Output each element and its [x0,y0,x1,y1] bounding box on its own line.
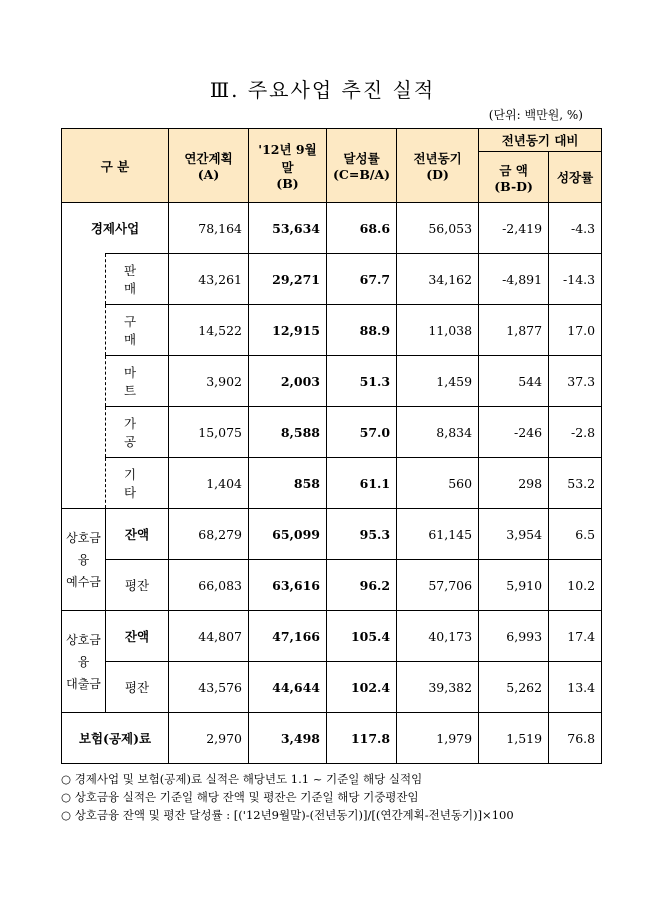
header-prev: 전년동기 (D) [397,129,479,203]
cell-plan: 44,807 [169,611,249,662]
unit-label: (단위: 백만원, %) [488,108,583,122]
footnote: ○ 상호금융 잔액 및 평잔 달성률 : [('12년9월말)-(전년동기)]/[(연간계획-전년동기)]×100 [61,808,514,822]
cell-rate: 102.4 [327,662,397,713]
table-row [62,560,602,611]
cell-current: 53,634 [249,203,327,254]
cell-plan: 1,404 [169,458,249,509]
cell-prev: 57,706 [397,560,479,611]
cell-current: 2,003 [249,356,327,407]
cell-prev: 8,834 [397,407,479,458]
footnote: ○ 경제사업 및 보험(공제)료 실적은 해당년도 1.1 ~ 기준일 해당 실적임 [61,772,423,786]
cell-amount: -2,419 [479,203,549,254]
cell-growth: 10.2 [549,560,602,611]
cell-prev: 560 [397,458,479,509]
cell-growth: 37.3 [549,356,602,407]
cell-rate: 68.6 [327,203,397,254]
cell-rate: 61.1 [327,458,397,509]
cell-current: 8,588 [249,407,327,458]
cell-plan: 68,279 [169,509,249,560]
cell-growth: 17.0 [549,305,602,356]
cell-plan: 15,075 [169,407,249,458]
cell-rate: 95.3 [327,509,397,560]
cell-current: 65,099 [249,509,327,560]
table-row [62,713,602,764]
cell-current: 29,271 [249,254,327,305]
header-amount: 금 액 (B-D) [479,152,549,203]
performance-table [61,128,602,764]
row-label: 경제사업 [62,203,169,254]
group-label-loan: 상호금융 대출금 [62,611,106,713]
cell-prev: 40,173 [397,611,479,662]
row-label: 잔액 [106,611,169,662]
table-row [62,509,602,560]
cell-plan: 43,576 [169,662,249,713]
page-title: Ⅲ. 주요사업 추진 실적 [209,78,436,102]
header-plan: 연간계획 (A) [169,129,249,203]
cell-plan: 43,261 [169,254,249,305]
table-row [62,305,602,356]
cell-amount: 544 [479,356,549,407]
footnote: ○ 상호금융 실적은 기준일 해당 잔액 및 평잔은 기준일 해당 기중평잔임 [61,790,419,804]
cell-growth: 76.8 [549,713,602,764]
cell-growth: 53.2 [549,458,602,509]
cell-amount: -246 [479,407,549,458]
cell-current: 12,915 [249,305,327,356]
cell-prev: 1,979 [397,713,479,764]
cell-current: 3,498 [249,713,327,764]
cell-plan: 3,902 [169,356,249,407]
header-yoy: 전년동기 대비 [479,129,602,152]
cell-current: 858 [249,458,327,509]
row-label: 평잔 [106,560,169,611]
cell-growth: 17.4 [549,611,602,662]
cell-rate: 96.2 [327,560,397,611]
cell-amount: 3,954 [479,509,549,560]
row-label: 잔액 [106,509,169,560]
cell-rate: 51.3 [327,356,397,407]
table-row [62,611,602,662]
row-label: 평잔 [106,662,169,713]
cell-rate: 117.8 [327,713,397,764]
table-row [62,356,602,407]
cell-rate: 67.7 [327,254,397,305]
cell-plan: 14,522 [169,305,249,356]
row-label: 가 공 [106,407,169,458]
cell-prev: 61,145 [397,509,479,560]
cell-prev: 39,382 [397,662,479,713]
row-label: 보험(공제)료 [62,713,169,764]
header-category: 구 분 [62,129,169,203]
group-label-deposit: 상호금융 예수금 [62,509,106,611]
cell-amount: 298 [479,458,549,509]
cell-growth: 13.4 [549,662,602,713]
cell-prev: 34,162 [397,254,479,305]
cell-growth: 6.5 [549,509,602,560]
table-row [62,407,602,458]
table-row [62,203,602,254]
cell-growth: -4.3 [549,203,602,254]
cell-plan: 66,083 [169,560,249,611]
cell-growth: -2.8 [549,407,602,458]
cell-rate: 88.9 [327,305,397,356]
row-label: 판 매 [106,254,169,305]
table-row [62,662,602,713]
row-label: 구 매 [106,305,169,356]
header-growth: 성장률 [549,152,602,203]
cell-rate: 57.0 [327,407,397,458]
cell-current: 63,616 [249,560,327,611]
row-label: 기 타 [106,458,169,509]
cell-amount: 1,519 [479,713,549,764]
cell-plan: 2,970 [169,713,249,764]
cell-plan: 78,164 [169,203,249,254]
cell-current: 47,166 [249,611,327,662]
header-current: '12년 9월말 (B) [249,129,327,203]
cell-amount: 6,993 [479,611,549,662]
cell-prev: 11,038 [397,305,479,356]
cell-prev: 56,053 [397,203,479,254]
header-rate: 달성률 (C=B/A) [327,129,397,203]
cell-rate: 105.4 [327,611,397,662]
cell-amount: 5,262 [479,662,549,713]
cell-current: 44,644 [249,662,327,713]
cell-amount: 5,910 [479,560,549,611]
table-row [62,458,602,509]
cell-amount: -4,891 [479,254,549,305]
cell-prev: 1,459 [397,356,479,407]
cell-growth: -14.3 [549,254,602,305]
row-label: 마 트 [106,356,169,407]
table-row [62,254,602,305]
footnotes [61,770,514,824]
cell-amount: 1,877 [479,305,549,356]
